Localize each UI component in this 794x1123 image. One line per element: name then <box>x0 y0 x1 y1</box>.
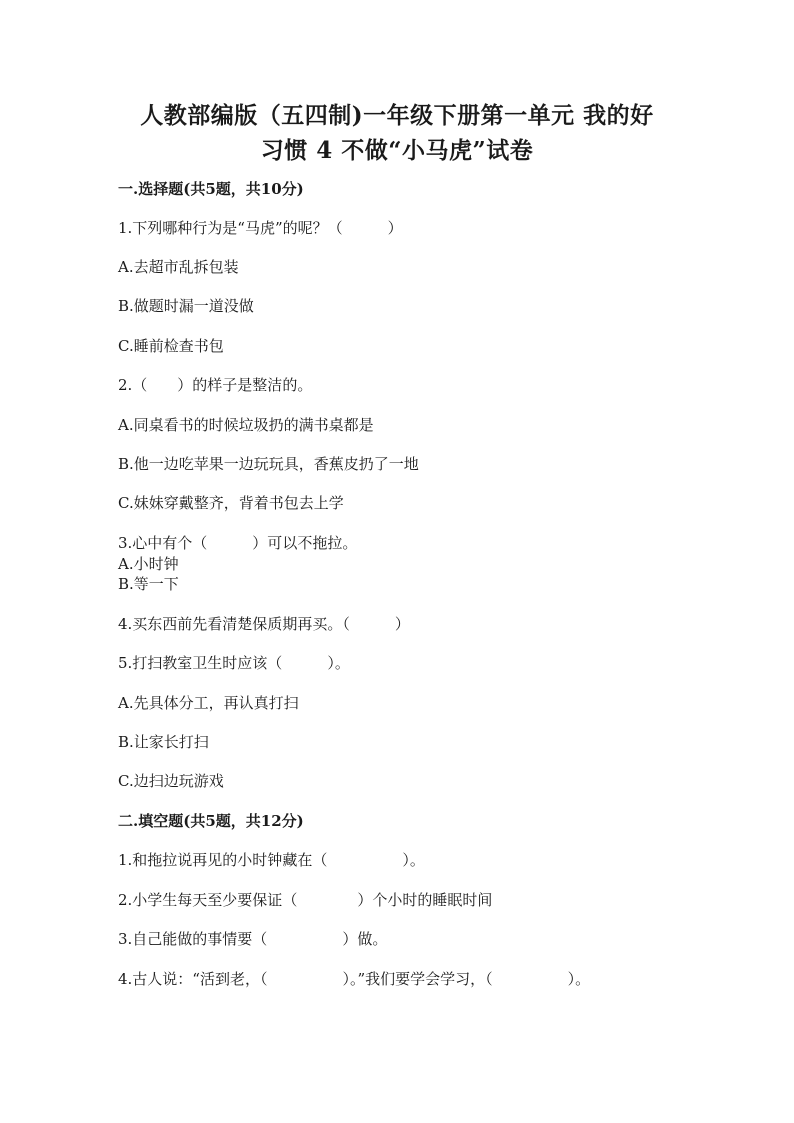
answer-option: C.边扫边玩游戏 <box>118 772 224 790</box>
question-stem: 5.打扫教室卫生时应该（ ）。 <box>118 654 350 672</box>
question-stem: 1.下列哪种行为是“马虎”的呢？（ ） <box>118 219 403 237</box>
answer-option: A.小时钟 <box>118 555 179 573</box>
section-heading-choice: 一.选择题(共5题，共10分) <box>118 180 304 198</box>
answer-option: B.让家长打扫 <box>118 733 209 751</box>
answer-option: B.做题时漏一道没做 <box>118 297 254 315</box>
answer-option: A.去超市乱拆包装 <box>118 258 239 276</box>
answer-option: C.妹妹穿戴整齐，背着书包去上学 <box>118 494 344 512</box>
answer-option: B.他一边吃苹果一边玩玩具，香蕉皮扔了一地 <box>118 455 419 473</box>
document-title-line-2: 习惯 4 不做“小马虎”试卷 <box>260 137 534 164</box>
section-heading-fill-blank: 二.填空题(共5题，共12分) <box>118 812 304 830</box>
answer-option: C.睡前检查书包 <box>118 337 224 355</box>
question-stem: 3.自己能做的事情要（ ）做。 <box>118 930 388 948</box>
answer-option: B.等一下 <box>118 575 179 593</box>
question-stem: 2.小学生每天至少要保证（ ）个小时的睡眠时间 <box>118 891 493 909</box>
question-stem: 3.心中有个（ ）可以不拖拉。 <box>118 534 358 552</box>
question-stem: 4.买东西前先看清楚保质期再买。（ ） <box>118 615 410 633</box>
question-stem: 4.古人说：“活到老，（ ）。”我们要学会学习，（ ）。 <box>118 970 591 988</box>
document-title-line-1: 人教部编版（五四制)一年级下册第一单元 我的好 <box>140 102 654 129</box>
question-stem: 1.和拖拉说再见的小时钟藏在（ ）。 <box>118 851 425 869</box>
answer-option: A.先具体分工，再认真打扫 <box>118 694 299 712</box>
question-stem: 2.（ ）的样子是整洁的。 <box>118 376 313 394</box>
answer-option: A.同桌看书的时候垃圾扔的满书桌都是 <box>118 416 374 434</box>
